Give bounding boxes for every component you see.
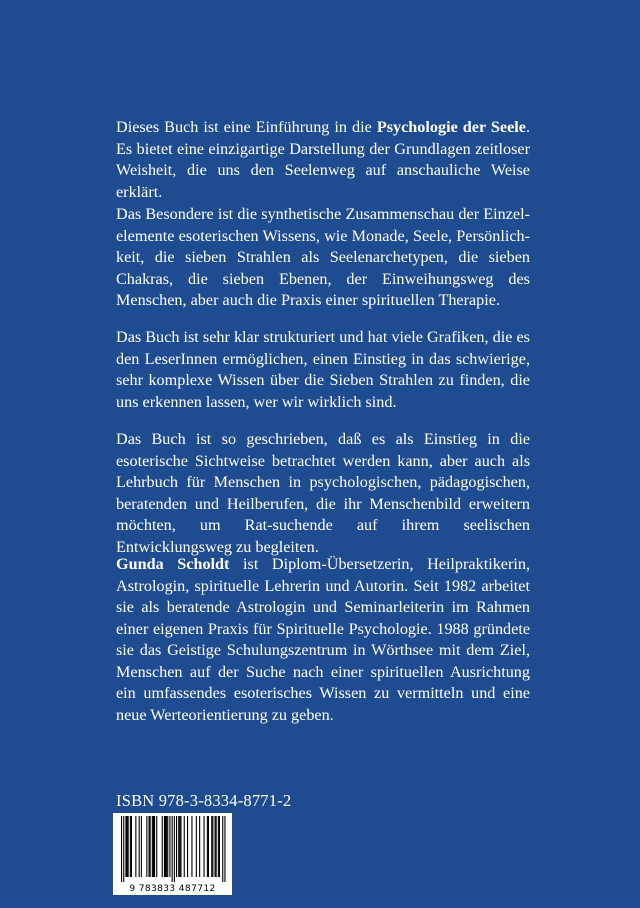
barcode-bar [154,816,155,877]
barcode-bar [139,816,140,877]
barcode-bar [131,816,132,877]
barcode-bar [208,816,209,877]
barcode-bar [149,816,150,877]
barcode-bar [130,816,131,877]
barcode-bar [128,816,129,877]
barcode-bar [180,816,181,877]
barcode-bar [146,816,147,877]
barcode-bar [199,816,200,877]
barcode-bar [153,816,154,877]
barcode-bar [174,816,175,882]
author-bio-paragraph: Gunda Scholdt ist Diplom-Übersetzerin, Heilpraktikerin, Astrologin, spirituelle Lehrerin und Autorin. Seit 1982 arbeitet sie als beratende Astrologin und Seminarleiterin im Rahmen einer eigenen Praxis für Spirituelle Psychologie. 1988 gründete sie das Geistige Schulungszentrum in Wörthsee mit dem Ziel, Menschen auf der Suche nach einer spirituellen Ausrichtung ein umfassendes esoterisches Wissen zu vermitteln und eine neue Werteorientierung zu geben. [116,555,530,724]
audience-paragraph: Das Buch ist so geschrieben, daß es als Einstieg in die esoterische Sichtweise betrachtet werden kann, aber auch als Lehrbuch für Menschen in psychologischen, pädagogischen, beratenden und Heilberufen, die ihr Menschenbild erweitern möchten, um Rat-suchende auf ihrem seelischen Entwicklungsweg zu begleiten. [116,430,530,556]
barcode-bar [172,816,173,882]
barcode-digits: 9 783833 487712 [113,884,232,895]
barcode-bar [216,816,217,877]
barcode-bar [152,816,153,877]
barcode-bars [113,813,232,884]
structure-paragraph: Das Buch ist sehr klar strukturiert und hat viele Grafiken, die es den LeserInnen ermöglichen, einen Einstieg in das schwierige, sehr komplexe Wissen über die Sieben Strahlen zu finden, die uns erkennen lassen, wer wir wirklich sind. [116,328,530,411]
barcode [113,813,232,895]
barcode-bar [150,816,151,877]
barcode-bar [211,816,212,877]
barcode-bar [121,816,122,882]
barcode-bar [127,816,128,877]
barcode-bar [207,816,208,877]
barcode-bar [191,816,192,877]
author-name: Gunda Scholdt [116,555,230,573]
barcode-bar [135,816,136,877]
barcode-bar [179,816,180,877]
barcode-bar [204,816,205,877]
barcode-bar [196,816,197,877]
barcode-bar [212,816,213,877]
barcode-bar [222,816,223,882]
barcode-bar [169,816,170,877]
barcode-bar [165,816,166,877]
isbn-label: ISBN 978-3-8334-8771-2 [116,791,292,810]
book-topic: Psychologie der Seele [376,118,526,136]
barcode-bar [166,816,167,877]
barcode-bar [215,816,216,877]
barcode-bar [218,816,219,877]
barcode-bar [178,816,179,877]
barcode-bar [176,816,177,877]
features-paragraph: Das Besondere ist die synthetische Zusammenschau der Einzel-elemente esoterischen Wissens, wie Monade, Seele, Persönlich-keit, die sieben Strahlen als Seelenarchetypen, die sieben Chakras, die sieben Ebenen, der Einweihungsweg des Menschen, aber auch die Praxis einer spirituellen Therapie. [116,205,530,309]
barcode-bar [224,816,225,882]
intro-paragraph: Dieses Buch ist eine Einführung in die Psychologie der Seele. Es bietet eine einzigartige Darstellung der Grundlagen zeitloser Weisheit, die uns den Seelenweg auf anschauliche Weise erklärt. [116,118,530,201]
barcode-bar [156,816,157,877]
barcode-bar [167,816,168,877]
barcode-bar [125,816,126,877]
barcode-bar [219,816,220,877]
barcode-bar [141,816,142,877]
barcode-bar [164,816,165,877]
barcode-bar [162,816,163,877]
barcode-bar [187,816,188,877]
barcode-bar [184,816,185,877]
barcode-bar [123,816,124,882]
